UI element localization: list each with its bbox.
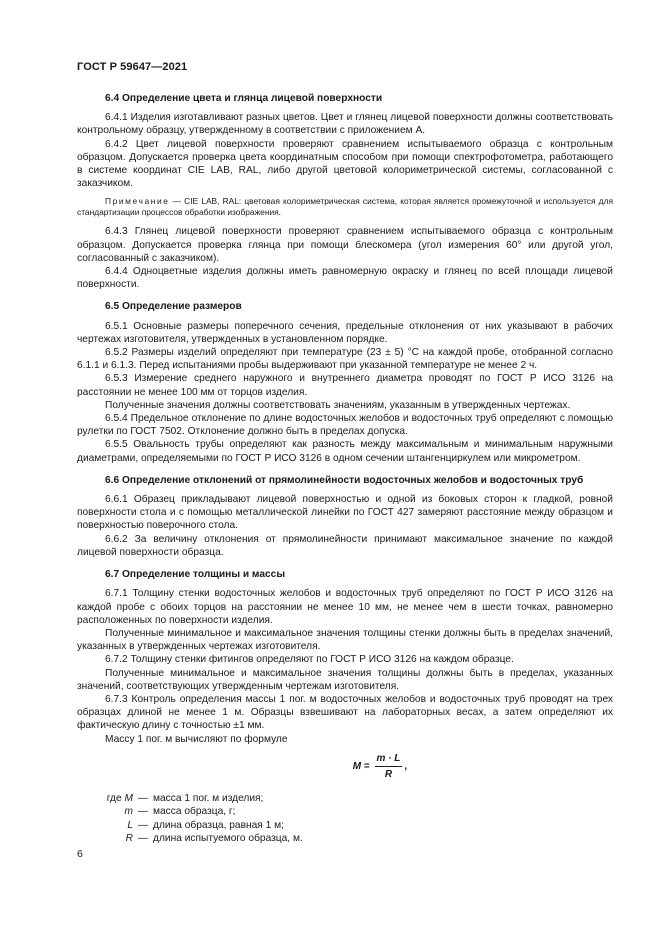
- paragraph-6-5-5: 6.5.5 Овальность трубы определяют как разность между максимальным и минимальным наружными диаметрами, определяемыми по ГОСТ Р ИСО 3126 в одном сечении штангенциркулем или микрометром.: [77, 439, 613, 464]
- paragraph-6-5-3: 6.5.3 Измерение среднего наружного и внутреннего диаметра проводят по ГОСТ Р ИСО 3126 на расстоянии не менее 100 мм от торцов изделия.: [77, 373, 613, 398]
- formula-numerator: m · L: [375, 752, 403, 767]
- legend-text: длина образца, равная 1 м;: [153, 819, 284, 831]
- paragraph-6-6-2: 6.6.2 За величину отклонения от прямолинейности принимают максимальное значение по каждой лицевой поверхности образца.: [77, 533, 613, 558]
- paragraph-6-5-3-cont: Полученные значения должны соответствовать значениям, указанным в утвержденных чертежах.: [105, 399, 571, 411]
- section-heading-6-5: 6.5 Определение размеров: [105, 301, 242, 313]
- formula-denominator: R: [384, 768, 393, 780]
- paragraph-6-4-3: 6.4.3 Глянец лицевой поверхности проверяют сравнением испытываемого образца с контрольным образцом. Допускается проверка глянца при помощи блескомера (угол измерения 60° или другой угол, согласованный с заказчиком).: [77, 226, 613, 264]
- paragraph-6-7-2: 6.7.2 Толщину стенки фитингов определяют по ГОСТ Р ИСО 3126 на каждом образце.: [105, 654, 514, 666]
- section-heading-6-7: 6.7 Определение толщины и массы: [105, 569, 286, 581]
- paragraph-6-5-4: 6.5.4 Предельное отклонение по длине водосточных желобов и водосточных труб определяют с помощью рулетки по ГОСТ 7502. Отклонение должно быть в пределах допуска.: [77, 413, 613, 438]
- legend-dash: —: [137, 833, 149, 845]
- paragraph-6-7-1: 6.7.1 Толщину стенки водосточных желобов и водосточных труб определяют по ГОСТ Р ИСО 3126 на каждой пробе с обоих торцов на расстоянии не менее 10 мм, не менее чем в шести точках, равномерно расположенных по поверхности изделия.: [77, 588, 613, 626]
- paragraph-6-7-3-cont: Массу 1 пог. м вычисляют по формуле: [105, 733, 288, 745]
- paragraph-6-6-1: 6.6.1 Образец прикладывают лицевой поверхностью и одной из боковых сторон к гладкой, ровной поверхности стола и с помощью металлической линейки по ГОСТ 427 замеряют расстояние между образцом и поверхностью поверочного стола.: [77, 494, 613, 532]
- paragraph-6-4-2: 6.4.2 Цвет лицевой поверхности проверяют сравнением испытываемого образца с контрольным образцом. Допускается проверка цвета координатным способом при помощи спектрофотометра, работающего в системе координат CIE LAB, RAL, либо другой цветовой колориметрической системы, согласованной с заказчиком.: [77, 138, 613, 190]
- note-text: — CIE LAB, RAL: цветовая колориметрическая система, которая является промежуточной и используется для стандартизации процессов обработки изображения.: [77, 196, 613, 218]
- formula-legend: [77, 792, 613, 846]
- paragraph-6-5-1: 6.5.1 Основные размеры поперечного сечения, предельные отклонения от них указывают в рабочих чертежах изготовителя, утвержденных в установленном порядке.: [77, 320, 613, 345]
- document-body: [77, 92, 613, 846]
- paragraph-6-4-1: 6.4.1 Изделия изготавливают разных цветов. Цвет и глянец лицевой поверхности должны соответствовать контрольному образцу, утвержденному в соответствии с приложением А.: [77, 112, 613, 137]
- legend-text: масса образца, г;: [153, 806, 236, 818]
- legend-text: длина испытуемого образца, м.: [153, 833, 303, 845]
- page-number: 6: [77, 848, 83, 860]
- legend-symbol: M: [124, 792, 133, 804]
- legend-symbol: m: [124, 806, 133, 818]
- section-heading-6-6: 6.6 Определение отклонений от прямолинейности водосточных желобов и водосточных труб: [105, 474, 584, 486]
- paragraph-6-4-4: 6.4.4 Одноцветные изделия должны иметь равномерную окраску и глянец по всей площади лицевой поверхности.: [77, 266, 613, 291]
- paragraph-6-7-2-cont: Полученные минимальное и максимальное значения толщины должны быть в пределах, указанных значений, соответствующих утвержденным чертежам изготовителя.: [77, 667, 613, 692]
- note: [77, 196, 613, 218]
- note-label: Примечание: [105, 196, 170, 207]
- legend-dash: —: [137, 792, 149, 804]
- legend-dash: —: [137, 806, 149, 818]
- paragraph-6-5-2: 6.5.2 Размеры изделий определяют при температуре (23 ± 5) °С на каждой пробе, отобранной согласно 6.1.1 и 6.1.3. Перед испытаниями пробы выдерживают при указанной температуре не менее 2 ч.: [77, 347, 613, 372]
- legend-dash: —: [137, 819, 149, 831]
- legend-row: [77, 832, 613, 846]
- legend-row: [77, 819, 613, 833]
- mass-formula: [77, 752, 613, 782]
- legend-symbol: L: [127, 819, 133, 831]
- section-heading-6-4: 6.4 Определение цвета и глянца лицевой поверхности: [105, 93, 383, 104]
- paragraph-6-7-1-cont: Полученные минимальное и максимальное значения толщины стенки должны быть в пределах значений, указанных в утвержденных чертежах изготовителя.: [77, 627, 613, 653]
- standard-header: ГОСТ Р 59647—2021: [77, 61, 188, 73]
- formula-fraction: [375, 752, 403, 781]
- legend-row: [77, 805, 613, 819]
- formula-end: ,: [404, 760, 408, 772]
- legend-text: масса 1 пог. м изделия;: [153, 792, 264, 804]
- formula-equals: =: [361, 760, 373, 772]
- formula-lhs: M: [352, 760, 362, 772]
- legend-prefix: где: [106, 792, 125, 804]
- paragraph-6-7-3: 6.7.3 Контроль определения массы 1 пог. м водосточных желобов и водосточных труб проводят на трех образцах длиной не менее 1 м. Образцы взвешивают на лабораторных весах, а затем определяют их фактическую длину с точностью ±1 мм.: [77, 693, 613, 732]
- legend-row: [77, 792, 613, 806]
- legend-symbol: R: [125, 833, 133, 845]
